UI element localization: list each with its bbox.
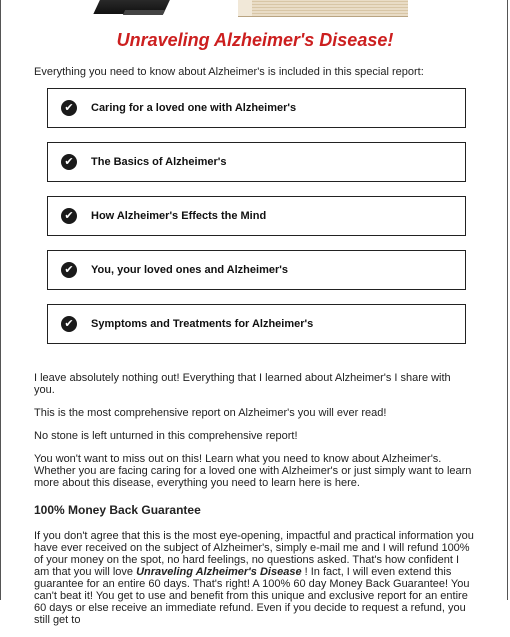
checkmark-icon: ✔ [61,262,77,278]
body-paragraph: No stone is left unturned in this comprehensive report! [34,430,298,442]
checklist-item [47,304,466,344]
checkmark-icon: ✔ [61,316,77,332]
guarantee-text-end: ! In fact, I will even extend this guarantee for an entire 60 days. That's right! A 100% 60 day Money Back Guarantee! You can't beat it! You get to use and benefit from this unique and exclusive report for an entire 60 days or else receive an immediate refund. Even if you decide to request a refund, you still get to [34,566,470,626]
checklist-item [47,250,466,290]
checklist-label: Caring for a loved one with Alzheimer's [91,102,297,114]
body-paragraph: You won't want to miss out on this! Learn what you need to know about Alzheimer's. Whether you are facing caring for a loved one with Alzheimer's or just simply want to learn more about this disease, everything you need to learn here is here. [34,453,472,489]
page-title: Unraveling Alzheimer's Disease! [116,30,394,50]
checklist-label: You, your loved ones and Alzheimer's [91,264,288,276]
checkmark-icon: ✔ [61,154,77,170]
report-pages-image [238,0,408,17]
product-name-emphasis: Unraveling Alzheimer's Disease [136,566,302,578]
checklist-label: Symptoms and Treatments for Alzheimer's [91,318,314,330]
report-pages-edge [238,0,252,16]
guarantee-paragraph [34,530,474,626]
body-paragraph: This is the most comprehensive report on Alzheimer's you will ever read! [34,407,387,419]
checklist-item [47,142,466,182]
dark-book-edge [123,10,165,15]
guarantee-text-start: If you don't agree that this is the most eye-opening, impactful and practical information you have ever received on the subject of Alzheimer's, simply e-mail me and I will refund 100% of your money on the spot, no hard feelings, no questions asked. That's how confident I am that you will love [34,530,474,578]
checklist-item [47,88,466,128]
checkmark-icon: ✔ [61,208,77,224]
product-image [0,0,510,20]
checklist-item [47,196,466,236]
checkmark-icon: ✔ [61,100,77,116]
feature-checklist [47,88,466,358]
sales-copy [34,372,474,637]
checklist-label: The Basics of Alzheimer's [91,156,227,168]
checklist-label: How Alzheimer's Effects the Mind [91,210,267,222]
intro-text: Everything you need to know about Alzheimer's is included in this special report: [34,66,424,78]
guarantee-heading: 100% Money Back Guarantee [34,503,201,517]
body-paragraph: I leave absolutely nothing out! Everything that I learned about Alzheimer's I share with you. [34,372,451,396]
